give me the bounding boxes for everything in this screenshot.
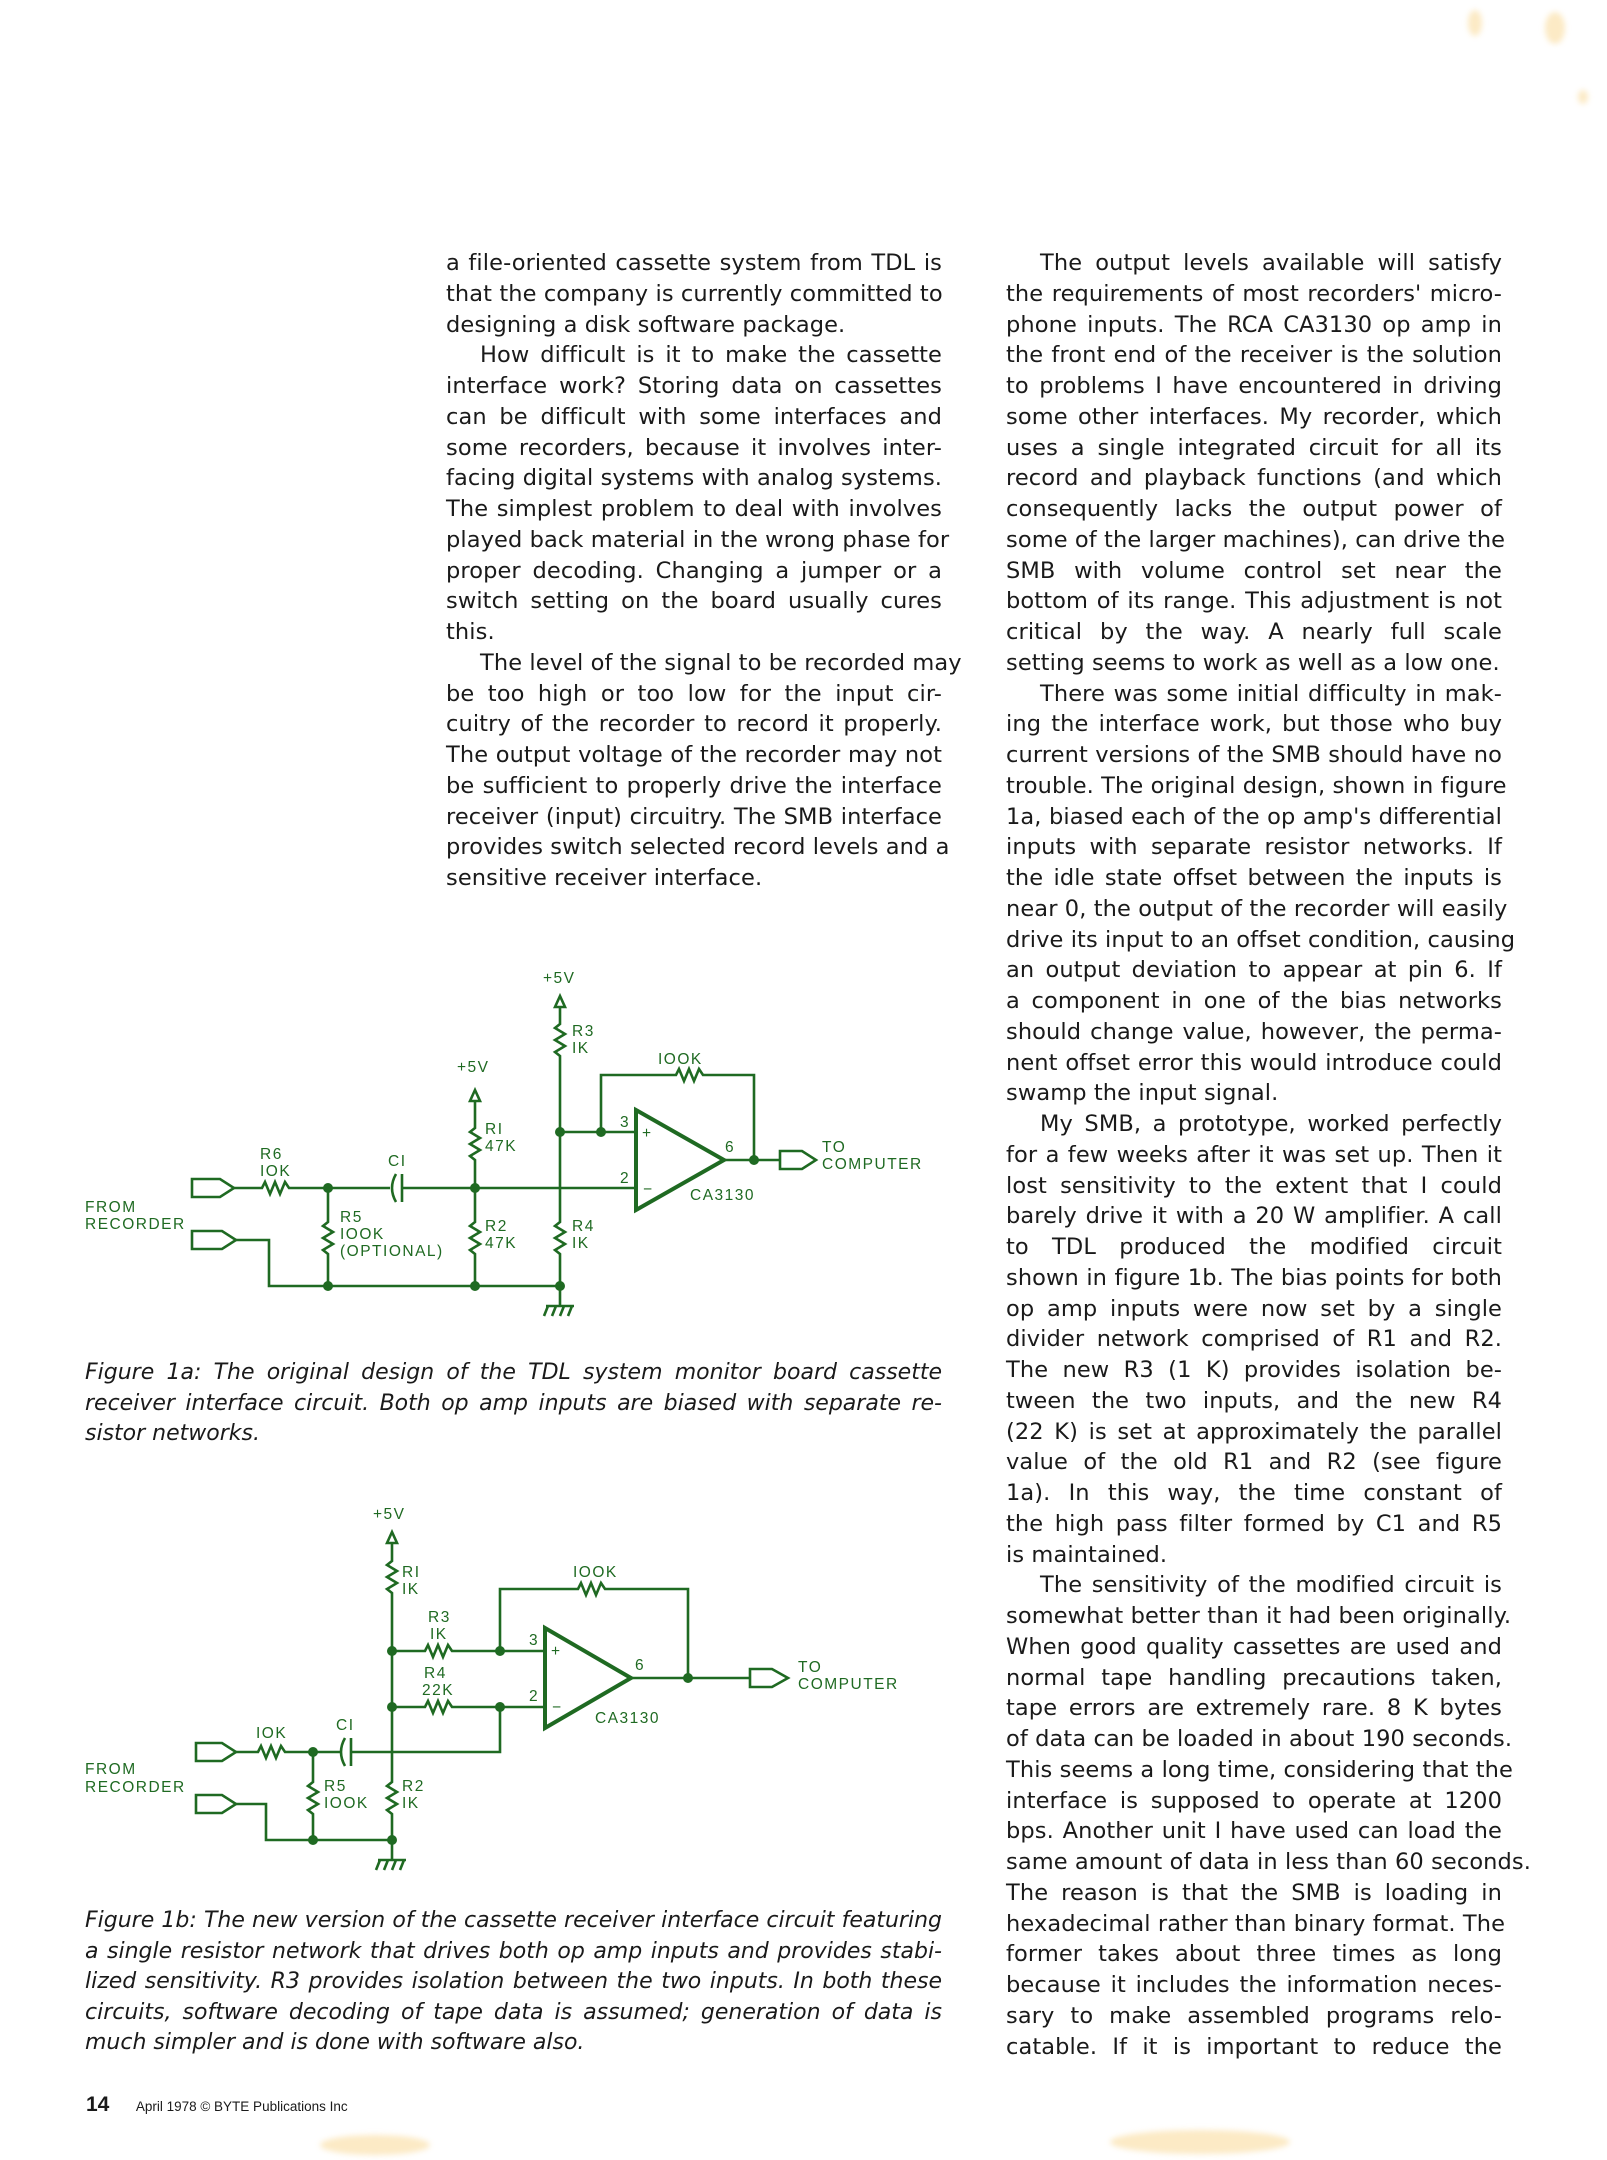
label-pin2: 2	[529, 1688, 540, 1705]
label-r3: R3	[428, 1609, 451, 1626]
label-from: FROM	[85, 1761, 137, 1778]
input-connector-icon	[196, 1795, 236, 1813]
text-line: should change value, however, the perma-	[1006, 1018, 1502, 1045]
text-line: The output voltage of the recorder may not	[446, 742, 942, 768]
caption-line: much simpler and is done with software also.	[85, 2030, 585, 2055]
label-input-resistor-value: IOK	[256, 1725, 288, 1742]
text-line: this.	[446, 619, 495, 645]
text-line: sensitive receiver interface.	[446, 865, 763, 891]
text-line: tween the two inputs, and the new R4	[1006, 1387, 1502, 1414]
label-r4: R4	[424, 1665, 447, 1682]
text-line: When good quality cassettes are used and	[1006, 1633, 1502, 1660]
text-line: The sensitivity of the modified circuit is	[1040, 1572, 1502, 1599]
label-minus: −	[643, 1181, 654, 1198]
page-footer	[86, 2093, 348, 2117]
text-line: cuitry of the recorder to record it properly.	[446, 711, 942, 738]
label-minus: −	[552, 1699, 563, 1716]
text-line: critical by the way. A nearly full scale	[1006, 619, 1502, 645]
text-line: consequently lacks the output power of	[1006, 496, 1502, 522]
resistor-r1-r2-icon	[387, 1543, 397, 1860]
label-r5-value: IOOK	[324, 1795, 369, 1812]
text-line: interface work? Storing data on cassettes	[446, 373, 942, 399]
label-to: TO	[798, 1659, 823, 1676]
text-line: barely drive it with a 20 W amplifier. A call	[1006, 1203, 1502, 1230]
text-line: be too high or too low for the input cir-	[446, 680, 942, 707]
resistor-input-icon	[236, 1746, 340, 1758]
caption-line: circuits, software decoding of tape data is assumed; generation of data is	[85, 1999, 942, 2025]
label-pin3: 3	[620, 1114, 631, 1131]
text-line: some other interfaces. My recorder, which	[1006, 403, 1502, 430]
label-pin6: 6	[725, 1139, 736, 1156]
text-line: proper decoding. Changing a jumper or a	[446, 557, 942, 584]
label-pin2: 2	[620, 1170, 631, 1187]
caption-line: sistor networks.	[85, 1421, 260, 1446]
label-r2: R2	[485, 1218, 508, 1235]
text-line: This seems a long time, considering that the	[1006, 1756, 1513, 1783]
text-line: op amp inputs were now set by a single	[1006, 1295, 1502, 1322]
footer-credit: April 1978 © BYTE Publications Inc	[135, 2099, 348, 2114]
text-line: bottom of its range. This adjustment is not	[1006, 588, 1502, 615]
text-line: interface is supposed to operate at 1200	[1006, 1787, 1502, 1814]
label-computer: COMPUTER	[798, 1676, 899, 1693]
text-line: record and playback functions (and which	[1006, 465, 1502, 492]
capacitor-c1-icon	[341, 1738, 345, 1766]
figure-1b-caption	[85, 1906, 942, 2059]
text-line: receiver (input) circuitry. The SMB interface	[446, 803, 942, 830]
text-line: same amount of data in less than 60 seconds.	[1006, 1849, 1531, 1875]
ground-icon	[376, 1860, 406, 1870]
label-plus: +	[551, 1643, 562, 1660]
feedback-resistor-icon	[500, 1583, 688, 1678]
text-line: inputs with separate resistor networks. If	[1006, 834, 1502, 861]
text-line: setting seems to work as well as a low one.	[1006, 649, 1500, 676]
text-line: an output deviation to appear at pin 6. If	[1006, 957, 1502, 984]
label-feedback-value: IOOK	[573, 1564, 618, 1581]
label-feedback-value: IOOK	[658, 1051, 703, 1068]
text-line: The simplest problem to deal with involves	[446, 496, 942, 522]
label-r4-value: 22K	[422, 1682, 455, 1699]
text-line: The output levels available will satisfy	[1040, 250, 1502, 276]
label-computer: COMPUTER	[822, 1156, 923, 1173]
text-line: trouble. The original design, shown in figure	[1006, 772, 1507, 799]
text-line: because it includes the information neces-	[1006, 1972, 1502, 1998]
text-line: There was some initial difficulty in mak-	[1040, 680, 1502, 707]
label-r3-value: IK	[430, 1626, 448, 1643]
text-line: be sufficient to properly drive the interface	[446, 772, 942, 799]
text-line: sary to make assembled programs relo-	[1006, 2002, 1502, 2029]
text-line: the requirements of most recorders' micro-	[1006, 280, 1502, 307]
text-line: How difficult is it to make the cassette	[480, 342, 942, 369]
text-line: shown in figure 1b. The bias points for both	[1006, 1264, 1502, 1291]
caption-line: lized sensitivity. R3 provides isolation between the two inputs. In both these	[85, 1969, 942, 1994]
text-line: some recorders, because it involves inter-	[446, 434, 942, 461]
text-line: SMB with volume control set near the	[1006, 557, 1502, 584]
label-r3-value: IK	[572, 1040, 590, 1057]
label-vcc: +5V	[457, 1059, 490, 1076]
label-r2-value: IK	[402, 1795, 420, 1812]
text-line: The reason is that the SMB is loading in	[1006, 1879, 1502, 1906]
caption-line: Figure 1a: The original design of the TDL system monitor board cassette	[85, 1360, 942, 1385]
text-line: to problems I have encountered in driving	[1006, 373, 1502, 399]
text-line: that the company is currently committed to	[446, 280, 943, 307]
text-line: lost sensitivity to the extent that I could	[1006, 1172, 1502, 1199]
text-line: tape errors are extremely rare. 8 K bytes	[1006, 1695, 1502, 1722]
label-recorder: RECORDER	[85, 1216, 186, 1233]
caption-line: Figure 1b: The new version of the cassette receiver interface circuit featuring	[85, 1908, 942, 1933]
label-r5-optional: (OPTIONAL)	[340, 1243, 444, 1260]
text-line: the idle state offset between the inputs is	[1006, 865, 1502, 891]
text-line: uses a single integrated circuit for all its	[1006, 434, 1502, 461]
text-line: hexadecimal rather than binary format. The	[1006, 1910, 1506, 1937]
text-line: 1a, biased each of the op amp's differential	[1006, 803, 1502, 830]
label-pin3: 3	[529, 1632, 540, 1649]
label-r1-value: 47K	[485, 1138, 518, 1155]
label-vcc: +5V	[373, 1506, 406, 1523]
text-line: catable. If it is important to reduce the	[1006, 2033, 1502, 2060]
text-line: switch setting on the board usually cures	[446, 588, 942, 615]
text-line: to TDL produced the modified circuit	[1006, 1234, 1502, 1260]
resistor-r3-icon	[392, 1645, 545, 1657]
label-c1: CI	[336, 1717, 355, 1734]
vcc-arrow-icon	[387, 1532, 397, 1543]
label-r3: R3	[572, 1023, 595, 1040]
text-line: somewhat better than it had been originally.	[1006, 1603, 1512, 1629]
text-line: played back material in the wrong phase for	[446, 526, 950, 553]
text-line: divider network comprised of R1 and R2.	[1006, 1326, 1502, 1353]
input-connector-icon	[196, 1743, 236, 1761]
label-pin6: 6	[635, 1657, 646, 1674]
label-to: TO	[822, 1139, 847, 1156]
text-line: The level of the signal to be recorded may	[480, 649, 962, 676]
text-line: 1a). In this way, the time constant of	[1006, 1480, 1502, 1506]
text-line: former takes about three times as long	[1006, 1941, 1502, 1968]
label-r4: R4	[572, 1218, 595, 1235]
text-line: (22 K) is set at approximately the parallel	[1006, 1418, 1502, 1445]
text-line: for a few weeks after it was set up. Then it	[1006, 1141, 1502, 1168]
label-r5: R5	[324, 1778, 347, 1795]
caption-line: receiver interface circuit. Both op amp inputs are biased with separate re-	[85, 1390, 942, 1416]
text-line: nent offset error this would introduce could	[1006, 1049, 1502, 1076]
text-line: facing digital systems with analog systems.	[446, 465, 943, 492]
caption-line: a single resistor network that drives both op amp inputs and provides stabi-	[85, 1938, 942, 1964]
text-line: some of the larger machines), can drive the	[1006, 526, 1506, 553]
text-line: current versions of the SMB should have no	[1006, 742, 1502, 768]
text-line: phone inputs. The RCA CA3130 op amp in	[1006, 311, 1502, 338]
text-line: of data can be loaded in about 190 seconds.	[1006, 1726, 1513, 1752]
text-line: can be difficult with some interfaces and	[446, 403, 942, 430]
text-line: a component in one of the bias networks	[1006, 988, 1502, 1014]
label-r4-value: IK	[572, 1235, 590, 1252]
text-line: ing the interface work, but those who buy	[1006, 711, 1502, 738]
text-line: My SMB, a prototype, worked perfectly	[1040, 1111, 1502, 1137]
output-connector-icon	[750, 1669, 788, 1687]
text-line: near 0, the output of the recorder will easily	[1006, 895, 1508, 922]
label-r1: RI	[485, 1121, 504, 1138]
text-line: the front end of the receiver is the solution	[1006, 342, 1502, 369]
page-number: 14	[86, 2093, 110, 2116]
label-r5-value: IOOK	[340, 1226, 385, 1243]
text-line: is maintained.	[1006, 1541, 1168, 1568]
label-plus: +	[642, 1125, 653, 1142]
label-r2: R2	[402, 1778, 425, 1795]
resistor-r4-icon	[392, 1701, 545, 1713]
text-line: drive its input to an offset condition, causing	[1006, 926, 1516, 953]
text-line: normal tape handling precautions taken,	[1006, 1664, 1502, 1691]
label-opamp: CA3130	[690, 1187, 756, 1204]
resistor-r5-icon	[308, 1752, 318, 1840]
label-opamp: CA3130	[595, 1710, 661, 1727]
label-recorder: RECORDER	[85, 1779, 186, 1796]
label-r6: R6	[260, 1146, 283, 1163]
label-from: FROM	[85, 1199, 137, 1216]
label-r6-value: IOK	[260, 1163, 292, 1180]
text-line: the high pass filter formed by C1 and R5	[1006, 1510, 1502, 1537]
label-r1-value: IK	[402, 1581, 420, 1598]
text-line: swamp the input signal.	[1006, 1080, 1279, 1107]
text-line: provides switch selected record levels and a	[446, 834, 950, 861]
label-r2-value: 47K	[485, 1235, 518, 1252]
label-r5: R5	[340, 1209, 363, 1226]
text-line: value of the old R1 and R2 (see figure	[1006, 1449, 1502, 1476]
label-r1: RI	[402, 1564, 421, 1581]
text-line: The new R3 (1 K) provides isolation be-	[1006, 1357, 1502, 1383]
label-vcc: +5V	[543, 970, 576, 987]
text-line: bps. Another unit I have used can load the	[1006, 1818, 1502, 1845]
text-line: a file-oriented cassette system from TDL is	[446, 250, 942, 276]
label-c1: CI	[388, 1153, 407, 1170]
text-line: designing a disk software package.	[446, 311, 846, 338]
